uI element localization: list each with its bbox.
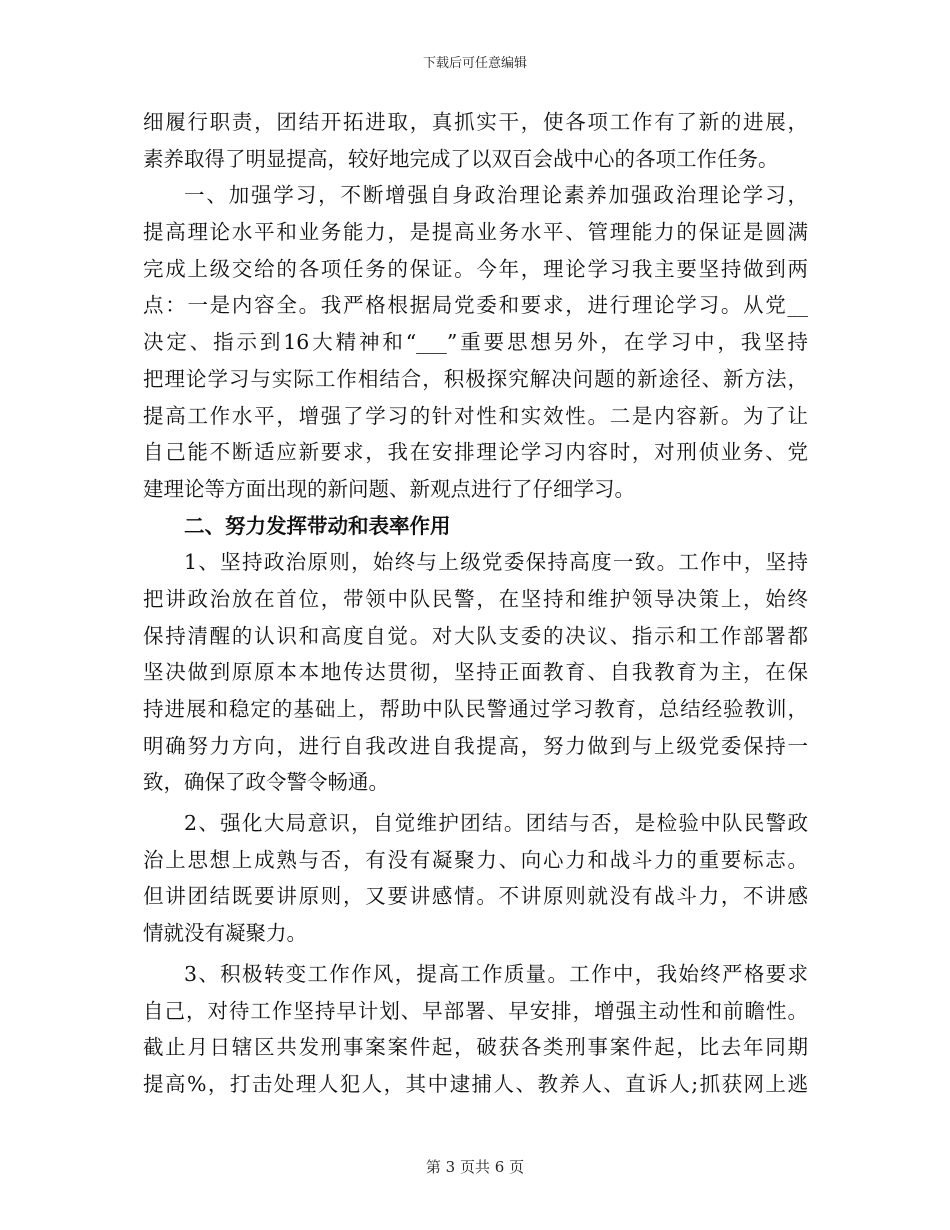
text-line: 自己，对待工作坚持早计划、早部署、早安排，增强主动性和前瞻性。	[143, 998, 808, 1023]
text-line: 明确努力方向，进行自我改进自我提高，努力做到与上级党委保持一	[143, 733, 808, 758]
text-line: 把理论学习与实际工作相结合，积极探究解决问题的新途径、新方法，	[143, 366, 808, 391]
text-line: 自己能不断适应新要求，我在安排理论学习内容时，对刑侦业务、党	[143, 440, 808, 465]
section-heading-2: 二、努力发挥带动和表率作用	[184, 513, 451, 538]
text-line: 2、强化大局意识，自觉维护团结。团结与否，是检验中队民警政	[184, 811, 808, 836]
text-line: 治上思想上成熟与否，有没有凝聚力、向心力和战斗力的重要标志。	[143, 847, 808, 872]
text-line: 1、坚持政治原则，始终与上级党委保持高度一致。工作中，坚持	[184, 550, 808, 575]
text-line: 建理论等方面出现的新问题、新观点进行了仔细学习。	[143, 476, 635, 501]
text-line: 细履行职责，团结开拓进取，真抓实干，使各项工作有了新的进展，	[143, 110, 808, 134]
text-line: 情就没有凝聚力。	[143, 921, 307, 946]
text-line: 截止月日辖区共发刑事案案件起，破获各类刑事案件起，比去年同期	[143, 1035, 808, 1060]
text-line: 致，确保了政令警令畅通。	[143, 770, 389, 795]
text-line: 坚决做到原原本本地传达贯彻，坚持正面教育、自我教育为主，在保	[143, 660, 808, 685]
text-line: 提高%，打击处理人犯人，其中逮捕人、教养人、直诉人;抓获网上逃	[143, 1071, 808, 1096]
section-title-1: 一、加强学习，不断增强自身政治理论素养加强政治理论学习，	[184, 183, 808, 208]
text-line: 但讲团结既要讲原则，又要讲感情。不讲原则就没有战斗力，不讲感	[143, 884, 808, 909]
text-line: 把讲政治放在首位，带领中队民警，在坚持和维护领导决策上，始终	[143, 586, 808, 611]
document-body	[143, 104, 808, 1103]
text-line: 提高理论水平和业务能力，是提高业务水平、管理能力的保证是圆满	[143, 220, 808, 245]
text-line: 决定、指示到16大精神和“___”重要思想另外，在学习中，我坚持	[143, 330, 808, 355]
text-line: 素养取得了明显提高，较好地完成了以双百会战中心的各项工作任务。	[143, 146, 779, 171]
text-line: 完成上级交给的各项任务的保证。今年，理论学习我主要坚持做到两	[143, 256, 808, 281]
text-line: 提高工作水平，增强了学习的针对性和实效性。二是内容新。为了让	[143, 403, 808, 428]
text-line: 持进展和稳定的基础上，帮助中队民警通过学习教育，总结经验教训，	[143, 697, 808, 721]
page-footer: 第 3 页共 6 页	[425, 1158, 525, 1176]
page-header: 下载后可任意编辑	[422, 56, 527, 71]
text-line: 点：一是内容全。我严格根据局党委和要求，进行理论学习。从党__	[143, 293, 808, 318]
text-line: 保持清醒的认识和高度自觉。对大队支委的决议、指示和工作部署都	[143, 623, 808, 648]
text-line: 3、积极转变工作作风，提高工作质量。工作中，我始终严格要求	[184, 961, 808, 986]
